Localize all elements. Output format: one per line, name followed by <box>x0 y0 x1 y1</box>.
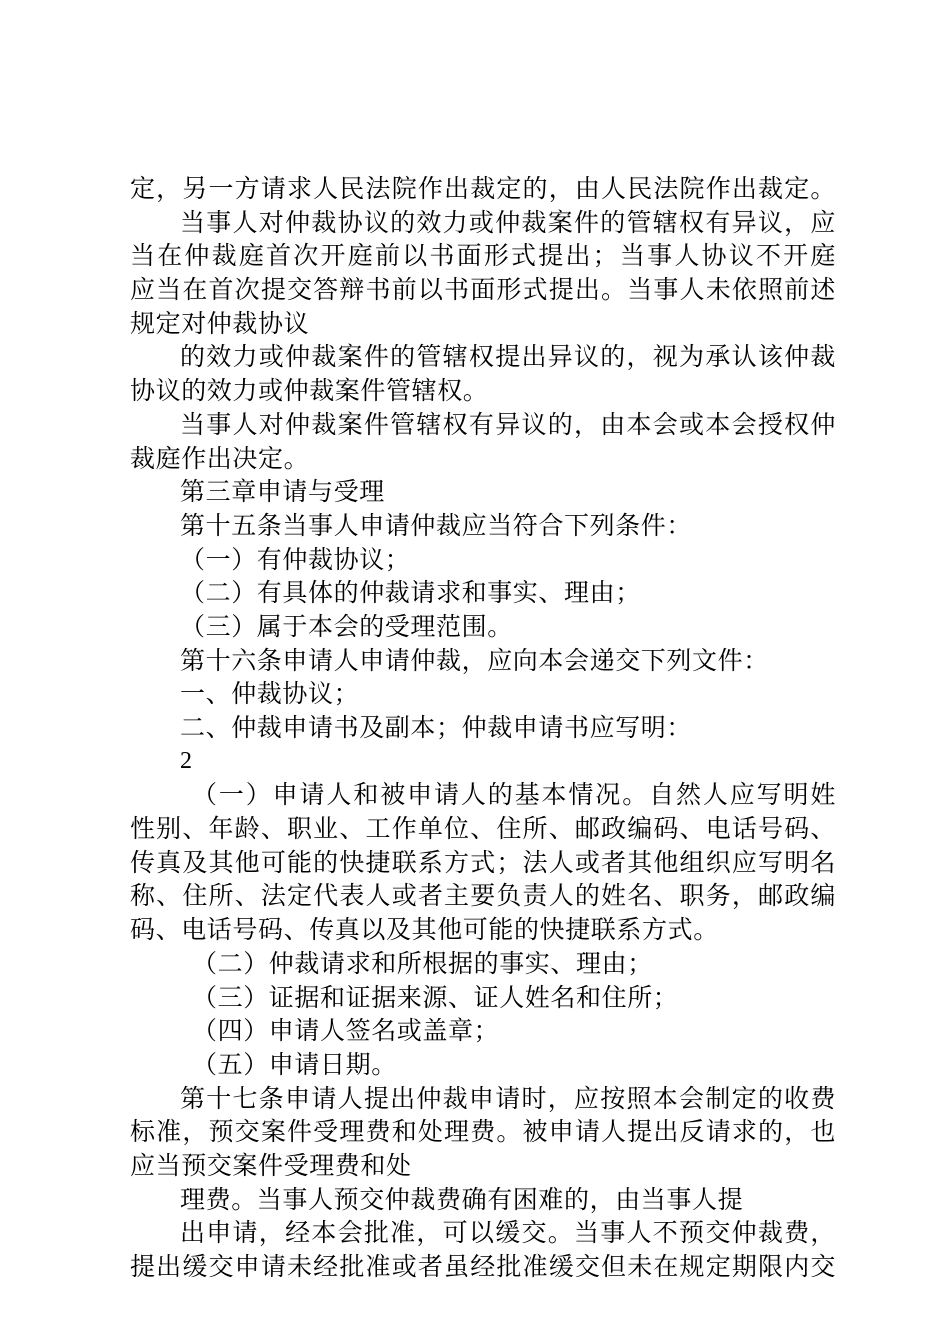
text-line: 定，另一方请求人民法院作出裁定的，由人民法院作出裁定。 <box>130 174 836 203</box>
list-item: （三）属于本会的受理范围。 <box>180 611 513 641</box>
text-line: 应当预交案件受理费和处 <box>130 1150 412 1180</box>
document-body <box>130 172 836 1284</box>
text-line: 应当在首次提交答辩书前以书面形式提出。当事人未依照前述 <box>130 275 836 305</box>
list-item: （二）仲裁请求和所根据的事实、理由； <box>192 948 653 978</box>
text-line: 称、住所、法定代表人或者主要负责人的姓名、职务，邮政编 <box>130 881 836 911</box>
text-line: （一）申请人和被申请人的基本情况。自然人应写明姓 <box>192 780 836 810</box>
text-line: 标准，预交案件受理费和处理费。被申请人提出反请求的，也 <box>130 1117 836 1147</box>
list-item: 二、仲裁申请书及副本；仲裁申请书应写明： <box>180 713 693 742</box>
article-heading: 第十六条申请人申请仲裁，应向本会递交下列文件： <box>180 645 769 675</box>
chapter-heading: 第三章申请与受理 <box>180 477 385 507</box>
text-line: 裁庭作出决定。 <box>130 443 310 473</box>
text-line: 理费。当事人预交仲裁费确有困难的，由当事人提 <box>180 1184 744 1214</box>
text-line: 传真及其他可能的快捷联系方式；法人或者其他组织应写明名 <box>130 847 836 877</box>
text-line: 协议的效力或仲裁案件管辖权。 <box>130 376 489 406</box>
page-number: 2 <box>180 747 193 774</box>
text-line: 规定对仲裁协议 <box>130 308 310 338</box>
text-line: 的效力或仲裁案件的管辖权提出异议的，视为承认该仲裁 <box>180 342 836 372</box>
list-item: （二）有具体的仲裁请求和事实、理由； <box>180 578 641 608</box>
text-line: 出申请，经本会批准，可以缓交。当事人不预交仲裁费， <box>180 1218 836 1248</box>
list-item: （三）证据和证据来源、证人姓名和住所； <box>192 982 679 1012</box>
text-line: 提出缓交申请未经批准或者虽经批准缓交但未在规定期限内交 <box>130 1252 836 1281</box>
text-line: 码、电话号码、传真以及其他可能的快捷联系方式。 <box>130 915 719 945</box>
list-item: （一）有仲裁协议； <box>180 544 411 574</box>
text-line: 性别、年龄、职业、工作单位、住所、邮政编码、电话号码、 <box>130 814 836 844</box>
list-item: 一、仲裁协议； <box>180 679 360 709</box>
text-line: 当在仲裁庭首次开庭前以书面形式提出；当事人协议不开庭 <box>130 241 836 271</box>
list-item: （四）申请人签名或盖章； <box>192 1016 500 1046</box>
article-heading: 第十五条当事人申请仲裁应当符合下列条件： <box>180 510 693 540</box>
text-line: 当事人对仲裁案件管辖权有异议的，由本会或本会授权仲 <box>180 409 836 439</box>
text-line: 当事人对仲裁协议的效力或仲裁案件的管辖权有异议，应 <box>180 207 836 237</box>
text-line: 第十七条申请人提出仲裁申请时，应按照本会制定的收费 <box>180 1083 836 1113</box>
list-item: （五）申请日期。 <box>192 1049 397 1079</box>
